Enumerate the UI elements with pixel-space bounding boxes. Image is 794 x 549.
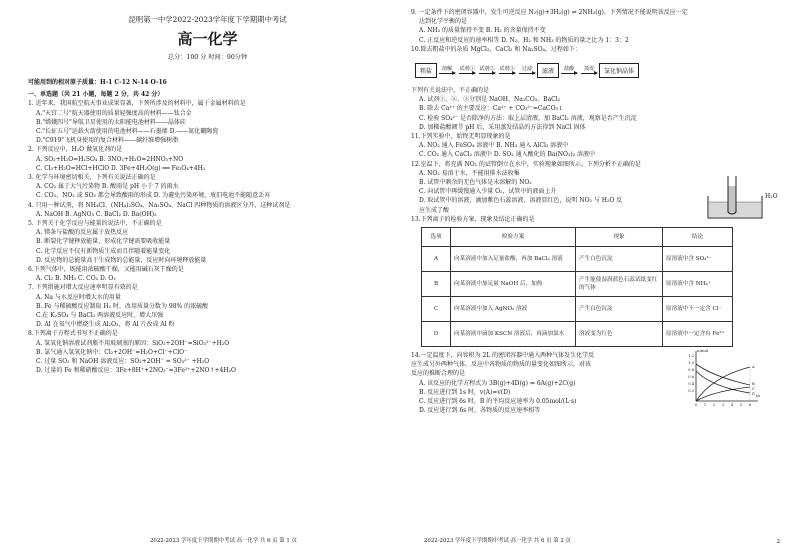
table-cell: A — [422, 247, 451, 272]
x-tick: 1 — [703, 403, 707, 408]
answer-option: A. NaOH B. AgNO₃ C. BaCl₂ D. Ba(OH)₂ — [36, 210, 157, 218]
y-tick: 1.2 — [688, 354, 694, 359]
question-14-stem: 应生成另外两种气体，反应中各物质的物质的量变化如图所示，对该 — [411, 361, 592, 369]
flow-step — [439, 66, 455, 74]
answer-option: B."嫦娥四号"导航卫星使用的太阳能电池材料——晶体硅 — [36, 118, 186, 126]
answer-option: C. CO₂、NO₂ 或 SO₂ 都会导致酸雨的形成 D. 为避免污染环境，废旧电池不能随意丢弃 — [36, 192, 271, 200]
question-stem: 5. 下列关于化学反应与能量的说法中，不正确的是 — [28, 220, 162, 228]
curve-b — [696, 364, 750, 385]
flow-step-label: 试剂① — [459, 66, 475, 73]
table-cell: D — [422, 322, 451, 347]
answer-option: B. 氯气通入氢氧化钠中：Cl₂+2OH⁻=H₂O+Cl⁻+ClO⁻ — [36, 348, 188, 356]
inverted-test-tube-figure — [704, 174, 778, 222]
atomic-mass-note: 可能用到的相对原子质量：H-1 C-12 N-14 O-16 — [28, 79, 167, 86]
exam-meta: 总分：100 分 时间：90分钟 — [167, 54, 248, 61]
page-footer: 2022-2023 学年度下学期期中考试 高一化学 共 6 页 第 2 页 — [424, 538, 571, 544]
question-12 — [411, 160, 780, 215]
answer-option: A. 氢氧化钠溶液试剂瓶不用玻璃塞的原因：SiO₂+2OH⁻=SiO₃²⁻+H₂O — [36, 339, 230, 347]
y-tick: 0.6 — [688, 375, 694, 380]
question-12-option: A. NO₂ 易溶于水，不能用排水法收集 — [419, 169, 520, 177]
table-cell: 向某溶液中滴加 KSCN 溶液后，再滴加氯水 — [451, 322, 576, 347]
table-cell: 产生白色沉淀 — [576, 247, 663, 272]
table-row — [422, 322, 733, 347]
flow-step — [561, 66, 577, 74]
question-11-stem: 11.下列实验中，始终无明显现象的是 — [411, 133, 511, 141]
table-header: 检验方案 — [451, 228, 576, 247]
question-11-option: A. NO₂ 通入 FeSO₄ 溶液中 B. NH₃ 通入 AlCl₃ 溶液中 — [419, 142, 569, 150]
question-stem: 7. 下列措施对增大反应速率明显有效的是 — [28, 284, 138, 292]
question-14-stem: 14.一定温度下，向容积为 2L 的密闭容器中通入两种气体发生化学反 — [411, 352, 595, 360]
answer-option: D. Al 在氧气中燃烧生成 Al₂O₃，将 Al 片改成 Al 粉 — [36, 321, 175, 329]
curve-a — [696, 367, 750, 401]
question-14-option: A. 该反应的化学方程式为 3B(g)+4D(g) ⇌ 6A(g)+2C(g) — [419, 379, 576, 387]
question-stem: 6.下列气体中，既能用浓硫酸干燥，又能用碱石灰干燥的是 — [28, 266, 184, 274]
flow-step-label: 过滤 — [521, 66, 533, 73]
answer-option: A. Cl₂ B. NH₃ C. CO₂ D. O₂ — [36, 275, 116, 283]
question-10-option: C. 检验 SO₄²⁻ 是否除净的方法：取上层清液，加 BaCl₂ 溶液，观察是否产生沉淀 — [419, 114, 637, 122]
table-cell: 原溶液中含 SO₄²⁻ — [663, 247, 733, 272]
table-header: 结论 — [663, 228, 733, 247]
table-cell: B — [422, 272, 451, 297]
answer-option: A. CO₂ 属于大气污染物 B. 酸雨是 pH 小于 7 的雨水 — [36, 183, 179, 191]
series-label: C — [752, 387, 755, 392]
curve-c — [696, 387, 750, 401]
table-row — [422, 297, 733, 322]
table-header: 选项 — [422, 228, 451, 247]
question-stem: 1. 近年来，我国航空航天事业成果显著，下列所涉及的材料中，属于金属材料的是 — [28, 100, 246, 108]
x-tick: 5 — [739, 403, 743, 408]
y-tick: 0.4 — [688, 382, 694, 387]
question-9-line: 9. 一定条件下的密闭容器中，发生可逆反应 N₂(g)+3H₂(g) ⇌ 2NH₃(g)。下列情况不能说明该反应一定 — [411, 9, 688, 16]
table-cell: 向某溶液中加入足量盐酸，再加 BaCl₂ 溶液 — [451, 247, 576, 272]
flow-box-crude-salt: 粗盐 — [415, 63, 437, 78]
x-tick: 3 — [721, 403, 725, 408]
series-label: B — [752, 382, 755, 387]
answer-option: C. 化学反应不仅有新物质生成而且伴随着能量变化 — [36, 247, 171, 255]
question-9-line: 达到化学平衡的是 — [419, 18, 468, 26]
question-stem: 8.下列离子方程式书写不正确的是 — [28, 330, 118, 338]
flow-step-label: 溶解 — [441, 66, 453, 73]
table-row — [422, 247, 733, 272]
mole-vs-time-graph — [684, 347, 762, 409]
page-number: 2 — [776, 539, 780, 545]
table-cell: 原溶液中不一定含 Cl⁻ — [663, 297, 733, 322]
table-cell: 原溶液中含 NH₄⁺ — [663, 272, 733, 297]
flow-step-label: 试剂③ — [499, 66, 515, 73]
question-14 — [411, 348, 780, 415]
table-cell: 向某溶液中加入 AgNO₃ 溶液 — [451, 297, 576, 322]
question-14-option: D. 反应进行到 6s 时，各物质的反应速率相等 — [419, 407, 541, 415]
y-axis-label: n/mol — [697, 348, 709, 354]
y-tick: 1.0 — [688, 361, 694, 366]
section-heading: 一、单选题（共 21 小题，每题 2 分，共 42 分） — [28, 91, 164, 99]
question-12-stem: 12.室温下，将充满 NO₂ 的试管倒立在水中，实验现象如图所示。下列分析不正确的是 — [411, 160, 641, 168]
answer-option: D. 反应物的总能量高于生成物的总能量，反应时向环境释放能量 — [36, 256, 207, 264]
answer-option: A."天宫二号"航天器使用的质量轻强度高的材料——钛合金 — [36, 109, 192, 117]
water-label: H₂O — [765, 192, 778, 200]
question-9-option: A. NH₃ 的质量保持不变 B. H₂ 的含量保持不变 — [419, 27, 546, 35]
exam-title: 昆明第一中学2022-2023学年度下学期期中考试 — [128, 15, 287, 24]
answer-option: A. SO₃+H₂O=H₂SO₄ B. 3NO₂+H₂O=2HNO₃+NO — [36, 155, 184, 163]
answer-option: A. Na 与水反应时增大水的用量 — [36, 293, 121, 301]
question-11-option: C. CO₂ 通入 CaCl₂ 溶液中 D. SO₂ 通入酸化的 Ba(NO₃)₂ 溶液中 — [419, 151, 596, 159]
question-9-option: C. 正反应和逆反应的速率相等 D. N₂、H₂ 和 NH₃ 的物质的量之比为 1：3：2 — [419, 36, 629, 44]
table-row — [422, 272, 733, 297]
series-label: D — [752, 392, 755, 397]
answer-option: C. Cl₂+H₂O=HCl+HClO D. 3Fe+4H₂O(g) ══ Fe₃O₄+4H₂ — [36, 164, 206, 172]
flow-step — [479, 66, 495, 74]
flow-step-label: 蒸发 — [583, 66, 595, 73]
y-tick: 0.2 — [688, 389, 694, 394]
table-header-row — [422, 228, 733, 247]
flow-step — [499, 66, 515, 74]
x-tick: 2 — [712, 403, 716, 408]
question-13-stem: 13.下列离子的检验方案、现象及结论正确的是 — [411, 215, 535, 223]
table-cell: 原溶液中一定含有 Fe²⁺ — [663, 322, 733, 347]
x-axis-label: t/s — [755, 394, 761, 399]
flow-box-nacl-crystal: 氯化钠晶体 — [599, 63, 639, 78]
x-tick: 0 — [694, 403, 698, 408]
question-12-option: C. 向试管中再缓慢通入少量 O₂，试管中的液面上升 — [419, 188, 557, 196]
y-tick: 0.8 — [688, 368, 694, 373]
table-cell: 向某溶液中加足量 NaOH 后，加热 — [451, 272, 576, 297]
answer-option: D. 过量的 Fe 和稀硝酸反应：3Fe+8H⁺+2NO₃⁻=3Fe²⁺+2NO↑+4H₂O — [36, 367, 236, 375]
table-cell: C — [422, 297, 451, 322]
question-10-line: 下列有关说法中，不正确的是 — [411, 87, 490, 95]
question-12-option: 应生成了酸 — [419, 206, 450, 214]
series-label: A — [752, 365, 755, 370]
table-header: 现象 — [576, 228, 663, 247]
flow-step — [519, 66, 535, 74]
page-footer: 2022-2023 学年度下学期期中考试 高一化学 共 6 页 第 1 页 — [150, 538, 297, 544]
answer-option: C.在 K₂SO₄ 与 BaCl₂ 两溶液反应时，增大压强 — [36, 312, 164, 320]
answer-option: B. Fe 与稀硫酸反应制取 H₂ 时，改用质量分数为 98% 的浓硫酸 — [36, 302, 209, 310]
question-14-option: C. 反应进行到 6s 时，B 的平均反应速率为 0.05mol/(L·s) — [419, 398, 577, 406]
answer-option: D."C919"飞机身使用的复合材料——碳纤维增强树脂 — [36, 137, 179, 145]
question-12-option: D. 取试管中的溶液，滴加紫色石蕊溶液，溶液显红色，说明 NO₂ 与 H₂O 反 — [419, 197, 623, 205]
question-10-option: A. 试剂①、②、③分别是 NaOH、Na₂CO₃、BaCl₂ — [419, 96, 561, 104]
flow-step-label: 试剂② — [479, 66, 495, 73]
question-14-stem: 反应的推断合理的是 — [411, 370, 466, 378]
question-10-option: D. 加稀盐酸调节 pH 后，采用蒸发结晶的方法得到 NaCl 固体 — [419, 123, 586, 131]
answer-option: C."长征五号"运载火箭使用的电池材料——石墨烯 D.——氮化硼陶瓷 — [36, 128, 219, 136]
answer-option: A. 镁条与盐酸的反应属于放热反应 — [36, 229, 129, 237]
table-cell: 产生能使湿润蓝色石蕊试纸变红的气体 — [576, 272, 663, 297]
question-stem: 2. 下列反应中，H₂O 做氧化剂的是 — [28, 146, 123, 154]
question-12-option: B. 试管中剩余的无色气体是未溶解的 NO₂ — [419, 179, 532, 187]
flow-box-filtrate: 滤液 — [537, 63, 559, 78]
question-14-option: B. 反应进行到 1s 时，v(A)=v(D) — [419, 388, 511, 396]
purification-flowchart — [415, 58, 780, 82]
x-tick: 6 — [748, 403, 752, 408]
answer-option: B. 断裂化学键释放能量，形成化学键需要吸收能量 — [36, 238, 171, 246]
flow-step-label: 盐酸 — [563, 66, 575, 73]
question-list-page-1 — [28, 99, 387, 375]
x-tick: 4 — [730, 403, 734, 408]
page-2 — [397, 0, 794, 549]
question-10-stem: 10.除去粗盐中的杂质 MgCl₂、CaCl₂ 和 Na₂SO₄，过程如下： — [411, 45, 581, 53]
curve-d — [696, 371, 750, 393]
subject-title: 高一化学 — [177, 30, 238, 48]
flow-step — [459, 66, 475, 74]
question-stem: 3. 化学与环境密切相关，下列有关说法正确的是 — [28, 174, 156, 182]
flow-step — [581, 66, 597, 74]
question-stem: 4. 只用一种试剂，将 NH₄Cl、(NH₄)₂SO₄、Na₂SO₄、NaCl 四种物质的溶液区分开，这种试剂是 — [28, 201, 291, 209]
answer-option: C. 过量 SO₂ 和 NaOH 溶液反应：SO₂+2OH⁻ = SO₃²⁻ +H₂O — [36, 358, 210, 366]
question-13-table — [421, 227, 733, 347]
question-10-option: B. 除去 Ca²⁺ 的主要反应：Ca²⁺ + CO₃²⁻=CaCO₃↓ — [419, 105, 563, 113]
table-cell: 产生白色沉淀 — [576, 297, 663, 322]
table-cell: 溶液变为红色 — [576, 322, 663, 347]
